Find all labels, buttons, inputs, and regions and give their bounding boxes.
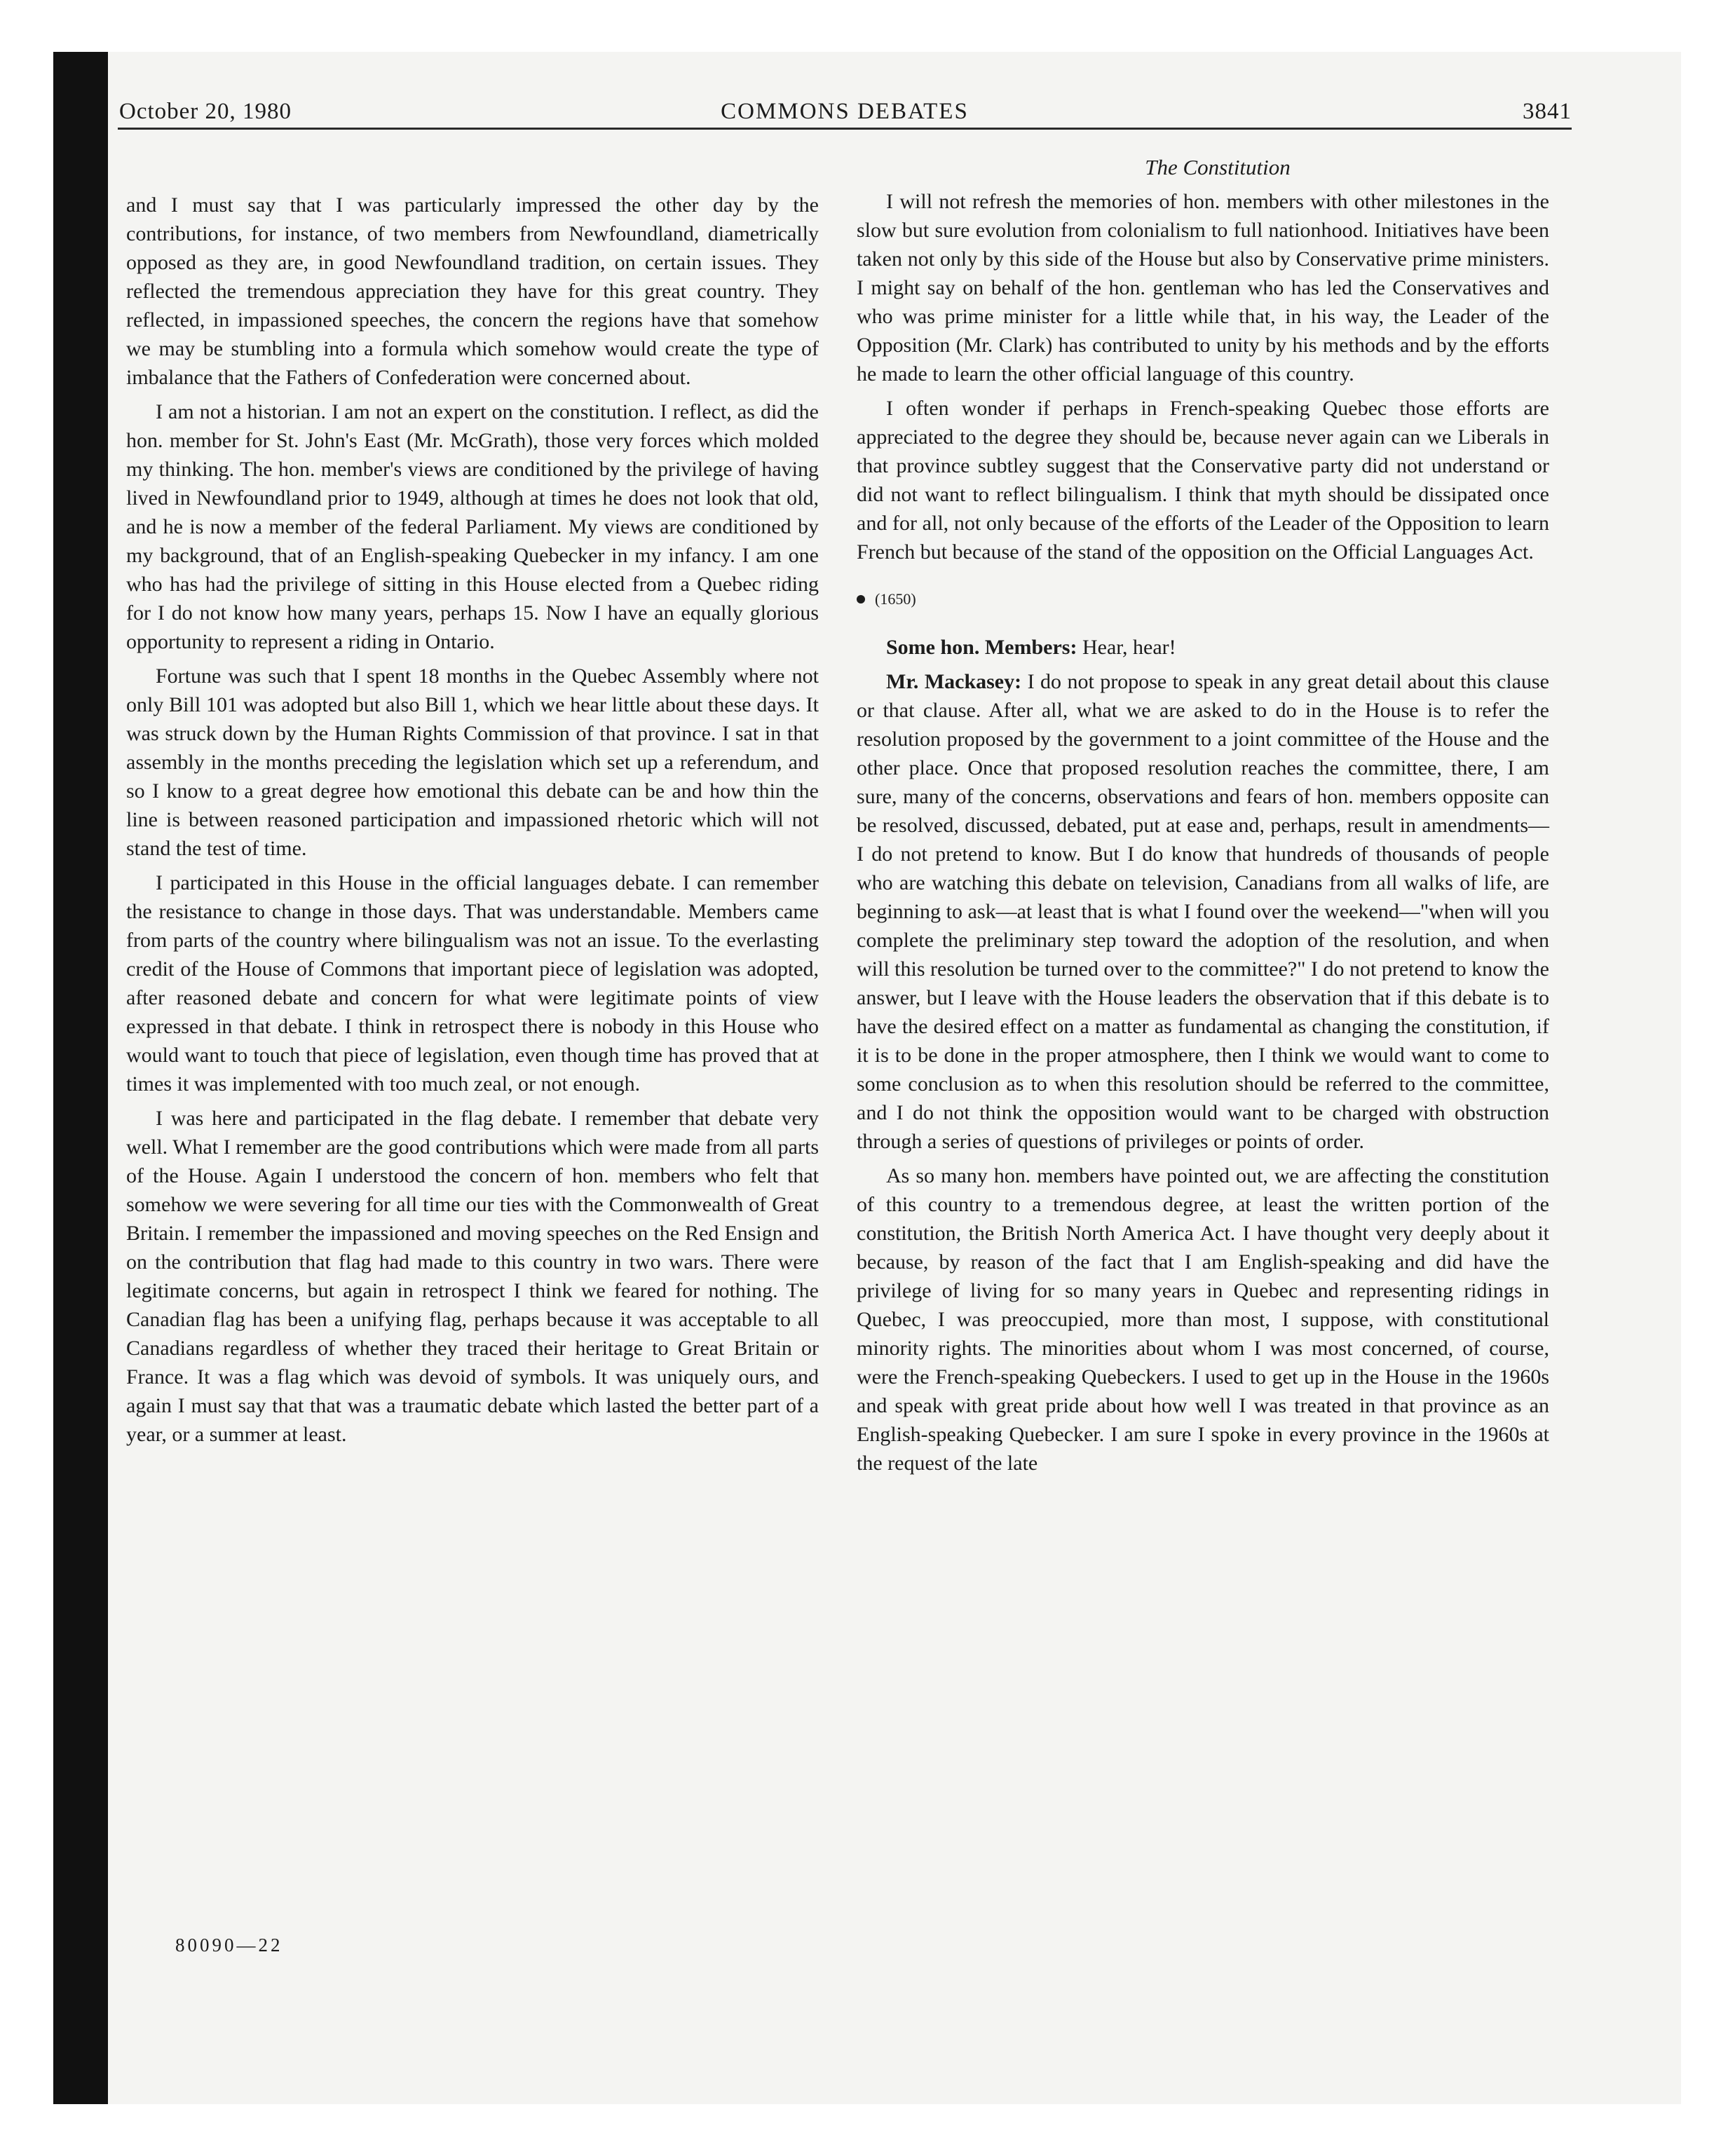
speech-text: I do not propose to speak in any great detail about this clause or that clause. After all, what we are asked to do in the House is to refer the resolution proposed by the government to a joint committee of the House and the other place. Once that proposed resolution reaches the committee, there, I am sure, many of the concerns, observations and fears of hon. members opposite can be resolved, discussed, debated, put at ease and, perhaps, result in amendments—I do not pretend to know. But I do know that hundreds of thousands of people who are watching this debate on television, Canadians from all walks of life, are beginning to ask—at least that is what I found over the weekend—"when will you complete the preliminary step toward the adoption of the resolution, and when will this resolution be turned over to the committee?" I do not pretend to know the answer, but I leave with the House leaders the observation that if this debate is to have the desired effect on a matter as fundamental as changing the constitution, if it is to be done in the proper atmosphere, then I think we would want to come to some conclusion as to when this resolution should be referred to the committee, and I do not think the opposition would want to be charged with obstruction through a series of questions of privileges or points of order. xyxy=(857,670,1549,1153)
binding-edge xyxy=(53,52,108,2104)
interjection-text: Hear, hear! xyxy=(1077,636,1176,659)
paragraph: Fortune was such that I spent 18 months in the Quebec Assembly where not only Bill 101 was adopted but also Bill 1, which we hear little about these days. It was struck down by the Human Rights Commission of that province. I sat in that assembly in the months preceding the legislation which set up a referendum, and so I know to a great degree how emotional this debate can be and how thin the line is between reasoned participation and impassioned rhetoric which will not stand the test of time. xyxy=(126,664,819,860)
paragraph: I participated in this House in the official languages debate. I can remember the resistance to change in those days. That was understandable. Members came from parts of the country where bilingualism was not an issue. To the everlasting credit of the House of Commons that important piece of legislation was adopted, after reasoned debate and concern for what were legitimate points of view expressed in that debate. I think in retrospect there is nobody in this House who would want to touch that piece of legislation, even though time has proved that at times it was implemented with too much zeal, or not enough. xyxy=(126,871,819,1096)
paragraph: and I must say that I was particularly impressed the other day by the contributions, for instance, of two members from Newfoundland, diametrically opposed as they are, in good Newfoundland tradition, on certain issues. They reflected the tremendous appreciation they have for this great country. They reflected, in impassioned speeches, the concern the regions have that somehow we may be stumbling into a formula which somehow would create the type of imbalance that the Fathers of Confederation were concerned about. xyxy=(126,193,819,389)
header-title: COMMONS DEBATES xyxy=(721,99,969,124)
time-marker xyxy=(857,585,1549,613)
print-code: 80090—22 xyxy=(175,1935,283,1956)
right-column xyxy=(857,153,1549,1483)
paragraph: I will not refresh the memories of hon. members with other milestones in the slow but sure evolution from colonialism to full nationhood. Initiatives have been taken not only by this side of the House but also by Conservative prime ministers. I might say on behalf of the hon. gentleman who has led the Conservatives and who was prime minister for a little while that, in his way, the Leader of the Opposition (Mr. Clark) has contributed to unity by his methods and by the efforts he made to learn the other official language of this country. xyxy=(857,190,1549,386)
header-page-number: 3841 xyxy=(1523,99,1572,124)
speech xyxy=(857,667,1549,1156)
interjection xyxy=(857,633,1549,662)
paragraph: I am not a historian. I am not an expert on the constitution. I reflect, as did the hon. member for St. John's East (Mr. McGrath), those very forces which molded my thinking. The hon. member's views are conditioned by the privilege of having lived in Newfoundland prior to 1949, although at times he does not look that old, and he is now a member of the federal Parliament. My views are conditioned by my background, that of an English-speaking Quebecker in my infancy. I am one who has had the privilege of sitting in this House elected from a Quebec riding for I do not know how many years, perhaps 15. Now I have an equally glorious opportunity to represent a riding in Ontario. xyxy=(126,400,819,653)
speaker-name: Mr. Mackasey: xyxy=(886,670,1022,693)
paragraph: I often wonder if perhaps in French-speaking Quebec those efforts are appreciated to the degree they should be, because never again can we Liberals in that province subtley suggest that the Conservative party did not understand or did not want to reflect bilingualism. I think that myth should be dissipated once and for all, not only because of the efforts of the Leader of the Opposition to learn French but because of the stand of the opposition on the Official Languages Act. xyxy=(857,397,1549,564)
page-header xyxy=(118,95,1572,130)
paragraph: As so many hon. members have pointed out, we are affecting the constitution of this country to a tremendous degree, at least the written portion of the constitution, the British North America Act. I have thought very deeply about it because, by reason of the fact that I am English-speaking and did have the privilege of living for so many years in Quebec and representing ridings in Quebec, I was preoccupied, more than most, I suppose, with constitutional minority rights. The minorities about whom I was most concerned, of course, were the French-speaking Quebeckers. I used to get up in the House in the 1960s and speak with great pride about how well I was treated in that province as an English-speaking Quebecker. I am sure I spoke in every province in the 1960s at the request of the late xyxy=(857,1164,1549,1475)
timestamp: (1650) xyxy=(875,590,916,608)
left-column xyxy=(126,191,819,1454)
bullet-icon xyxy=(857,595,865,603)
section-title: The Constitution xyxy=(1145,155,1291,179)
header-date: October 20, 1980 xyxy=(119,99,292,124)
speaker-name: Some hon. Members: xyxy=(886,636,1077,659)
paragraph: I was here and participated in the flag debate. I remember that debate very well. What I remember are the good contributions which were made from all parts of the House. Again I understood the concern of hon. members who felt that somehow we were severing for all time our ties with the Commonwealth of Great Britain. I remember the impassioned and moving speeches on the Red Ensign and on the contribution that flag had made to this country in two wars. There were legitimate concerns, but again in retrospect I think we feared for nothing. The Canadian flag has been a unifying flag, perhaps because it was acceptable to all Canadians regardless of whether they traced their heritage to Great Britain or France. It was a flag which was devoid of symbols. It was uniquely ours, and again I must say that that was a traumatic debate which lasted the better part of a year, or a summer at least. xyxy=(126,1107,819,1446)
